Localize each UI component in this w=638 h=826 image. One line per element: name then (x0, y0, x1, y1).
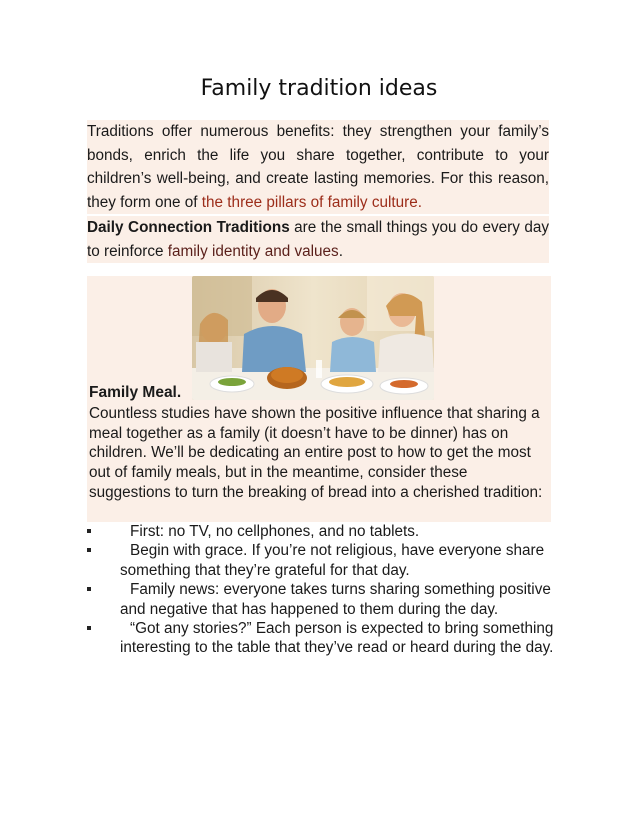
family-meal-body: Countless studies have shown the positive influence that sharing a meal together as a family (it doesn’t have to be dinner) has on children. We’ll be dedicating an entire post to how to get the most out of family meals, but in the meantime, consider these suggestions to turn the breaking of bread into a cherished tradition: (89, 405, 543, 501)
intro-paragraph (87, 120, 549, 214)
list-item (87, 522, 557, 541)
family-identity-link[interactable]: family identity and values (167, 242, 339, 260)
daily-connection-paragraph (87, 216, 549, 263)
family-meal-photo (192, 276, 434, 400)
daily-connection-text: are the small things you do every day to reinforce (87, 219, 550, 260)
list-item (87, 541, 557, 580)
tip-text: “Got any stories?” Each person is expected to bring something interesting to the table that they’ve read or heard during the day. (120, 620, 554, 657)
tip-text: Begin with grace. If you’re not religious, have everyone share something that they’re grateful for that day. (120, 542, 545, 579)
list-item (87, 580, 557, 619)
daily-connection-end: . (338, 242, 343, 260)
bullet-icon (87, 548, 91, 552)
meal-tips-list (87, 522, 557, 658)
list-item (87, 619, 557, 658)
three-pillars-link[interactable]: the three pillars of family culture. (201, 193, 422, 211)
bullet-icon (87, 529, 91, 533)
intro-text: Traditions offer numerous benefits: they strengthen your family’s bonds, enrich the life you share together, contribute to your children’s well-being, and create lasting memories. For this reason, they form one of (87, 123, 549, 211)
tip-text: Family news: everyone takes turns sharing something positive and negative that has happened to them during the day. (120, 581, 551, 618)
daily-connection-heading: Daily Connection Traditions (87, 219, 290, 236)
family-meal-heading: Family Meal. (89, 384, 182, 401)
tip-text: First: no TV, no cellphones, and no tablets. (130, 523, 420, 540)
bullet-icon (87, 626, 91, 630)
bullet-icon (87, 587, 91, 591)
page-title: Family tradition ideas (200, 76, 438, 101)
